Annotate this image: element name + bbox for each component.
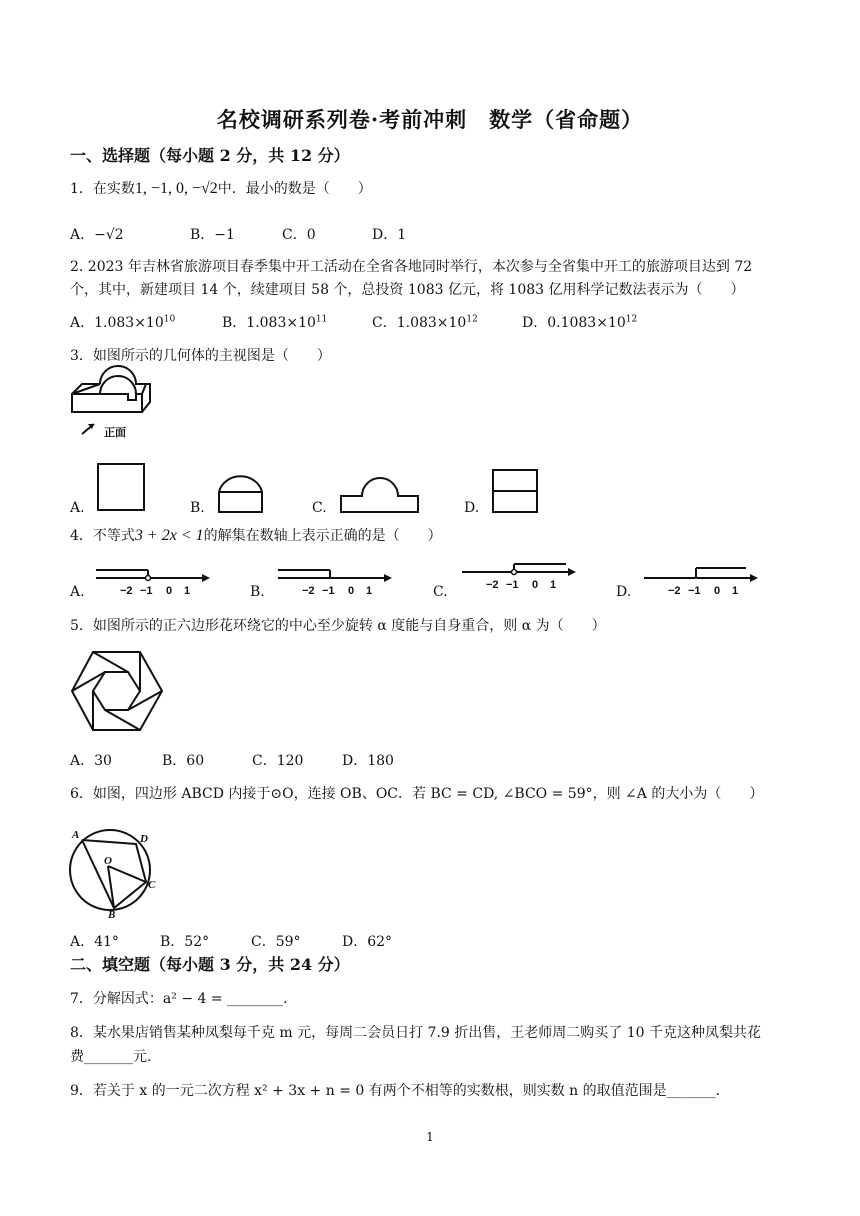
q4-option-a-label: A.	[70, 584, 85, 600]
q5-option-b: B．60	[162, 753, 205, 769]
q2-option-a	[70, 312, 175, 332]
q6-label-b: B	[108, 909, 116, 921]
q4b-tick-0: 0	[348, 585, 355, 597]
q6-label-a: A	[72, 829, 80, 841]
q3-option-a-label: A.	[70, 500, 85, 516]
q4-stem-prefix: 4．不等式	[70, 528, 135, 544]
question-8-line-2: 费_______元.	[70, 1049, 152, 1065]
q6-circle-figure	[66, 826, 166, 921]
q3-option-a-figure	[97, 463, 147, 513]
q1-stem-math: 1, −1, 0, −√2	[134, 180, 218, 197]
question-2-line-2: 个，其中，新建项目 14 个，续建项目 58 个，总投资 1083 亿元，将 1083 亿用科学记数法表示为（ ）	[70, 282, 745, 298]
q4-stem-suffix: 的解集在数轴上表示正确的是（ ）	[203, 528, 442, 544]
q2-option-b	[222, 312, 327, 332]
question-4	[70, 525, 442, 545]
question-3: 3．如图所示的几何体的主视图是（ ）	[70, 348, 331, 364]
q3-front-label: 正面	[104, 426, 126, 439]
q2-option-c	[372, 312, 478, 332]
q1-stem-suffix: 中．最小的数是（ ）	[217, 181, 372, 197]
q6-label-c: C	[148, 879, 156, 891]
q2-option-b-exp: 11	[315, 314, 328, 325]
q1-stem-prefix: 1．在实数	[70, 181, 135, 197]
q4-option-b-label: B.	[250, 584, 265, 600]
q4d-tick-neg2: −2	[668, 585, 681, 597]
q4c-tick-neg1: −1	[506, 579, 519, 591]
q6-label-o: O	[104, 855, 112, 867]
question-5: 5．如图所示的正六边形花环绕它的中心至少旋转 α 度能与自身重合，则 α 为（ ）	[70, 618, 606, 634]
question-8-line-1: 8．某水果店销售某种凤梨每千克 m 元，每周二会员日打 7.9 折出售，王老师周二购买了 10 千克这种凤梨共花	[70, 1025, 761, 1041]
q2-option-d-exp: 12	[625, 314, 638, 325]
q4d-tick-neg1: −1	[688, 585, 701, 597]
q6-label-d: D	[140, 833, 148, 845]
q3-option-c-figure	[340, 474, 420, 514]
q1-option-d: D．1	[372, 227, 407, 243]
q4a-tick-0: 0	[166, 585, 173, 597]
q2-option-a-base: A．1.083×10	[70, 315, 164, 331]
q4-option-b-numberline	[274, 562, 394, 598]
page-title: 名校调研系列卷·考前冲刺 数学（省命题）	[216, 107, 644, 132]
q3-option-b-label: B.	[190, 500, 205, 516]
question-6: 6．如图，四边形 ABCD 内接于⊙O，连接 OB、OC．若 BC = CD, ∠BCO = 59°，则 ∠A 的大小为（ ）	[70, 786, 764, 802]
q4-option-c-numberline	[458, 556, 578, 592]
q5-hexagon-figure	[70, 650, 164, 732]
q4-option-c-label: C.	[433, 584, 448, 600]
q1-option-a: A．−√2	[70, 227, 124, 243]
q2-option-a-exp: 10	[163, 314, 176, 325]
q3-option-c-label: C.	[312, 500, 327, 516]
q4-option-d-label: D.	[616, 584, 632, 600]
q4-option-a-numberline	[92, 562, 212, 598]
q5-option-c: C．120	[252, 753, 304, 769]
q3-option-b-figure	[218, 472, 264, 514]
q6-option-a: A．41°	[70, 934, 119, 950]
q4b-tick-1: 1	[366, 585, 373, 597]
q1-option-b: B．−1	[190, 227, 235, 243]
question-9: 9．若关于 x 的一元二次方程 x² + 3x + n = 0 有两个不相等的实数根，则实数 n 的取值范围是_______.	[70, 1083, 721, 1099]
q4c-tick-0: 0	[532, 579, 539, 591]
q2-option-c-exp: 12	[466, 314, 478, 325]
q4a-tick-neg2: −2	[120, 585, 133, 597]
q2-option-d	[522, 312, 637, 332]
q4a-tick-neg1: −1	[140, 585, 153, 597]
question-2-line-1: 2. 2023 年吉林省旅游项目春季集中开工活动在全省各地同时举行，本次参与全省集中开工的旅游项目达到 72	[70, 259, 753, 275]
q4c-tick-neg2: −2	[486, 579, 499, 591]
q4c-tick-1: 1	[550, 579, 557, 591]
section-heading-choice: 一、选择题（每小题 2 分，共 12 分）	[70, 146, 350, 165]
q4a-tick-1: 1	[184, 585, 191, 597]
q1-option-c: C．0	[282, 227, 316, 243]
q6-option-d: D．62°	[342, 934, 393, 950]
q2-option-c-base: C．1.083×10	[372, 315, 467, 331]
section-heading-fill-in: 二、填空题（每小题 3 分，共 24 分）	[70, 955, 350, 974]
q2-option-b-base: B．1.083×10	[222, 315, 316, 331]
q4-stem-math: 3 + 2x < 1	[134, 527, 204, 544]
q3-option-d-figure	[492, 469, 540, 515]
q4-option-d-numberline	[640, 562, 760, 598]
question-1	[70, 178, 372, 198]
q4d-tick-1: 1	[732, 585, 739, 597]
question-7: 7．分解因式：a² − 4 = ________.	[70, 991, 288, 1007]
q4b-tick-neg1: −1	[322, 585, 335, 597]
q4d-tick-0: 0	[714, 585, 721, 597]
q5-option-d: D．180	[342, 753, 394, 769]
q3-option-d-label: D.	[464, 500, 480, 516]
q6-option-c: C．59°	[251, 934, 301, 950]
q4b-tick-neg2: −2	[302, 585, 315, 597]
q6-option-b: B．52°	[160, 934, 210, 950]
q5-option-a: A．30	[70, 753, 112, 769]
q2-option-d-base: D．0.1083×10	[522, 315, 626, 331]
page-number: 1	[426, 1130, 434, 1144]
